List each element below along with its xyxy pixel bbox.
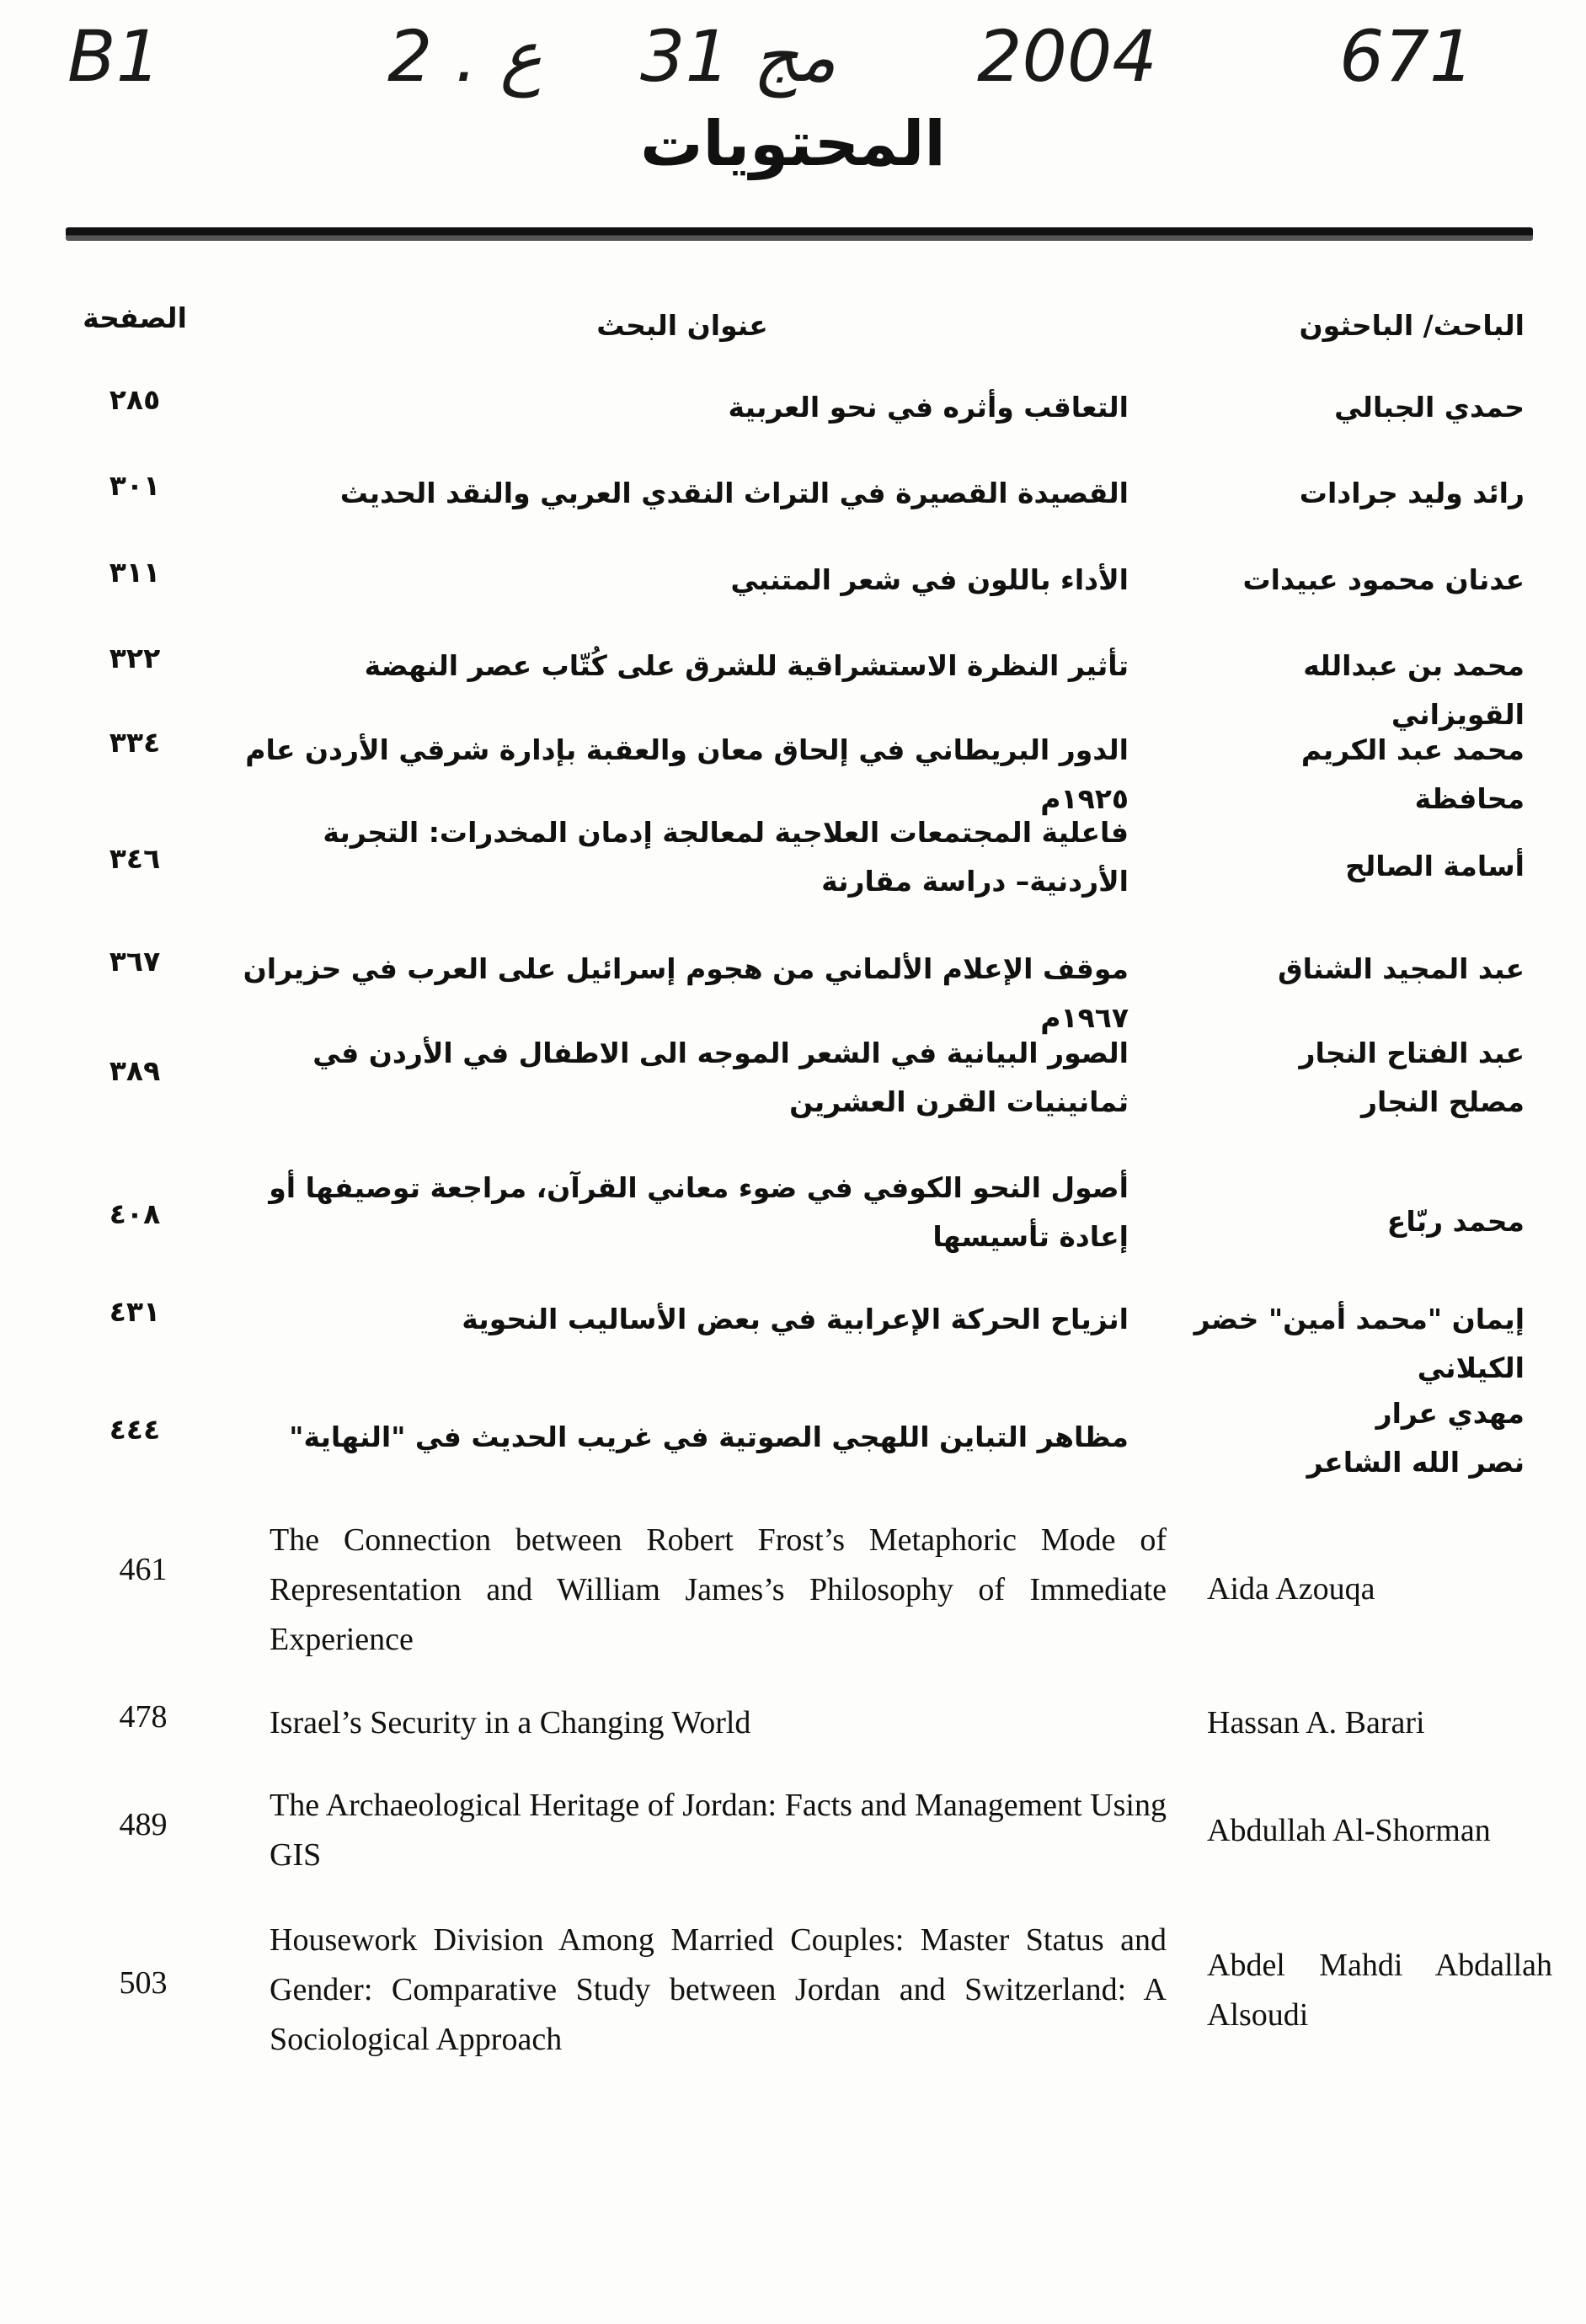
entry-author: محمد عبد الكريم محافظة xyxy=(1300,733,1525,815)
entry-author: أسامة الصالح xyxy=(1345,850,1525,882)
entry-title: Israel’s Security in a Changing World xyxy=(270,1705,751,1740)
entry-page: ٣٣٤ xyxy=(109,726,161,759)
entry-title: فاعلية المجتمعات العلاجية لمعالجة إدمان المخدرات: التجربة الأردنية– دراسة مقارنة xyxy=(323,816,1129,898)
entry-page: 478 xyxy=(119,1699,168,1735)
entry-author: Abdel Mahdi Abdallah Alsoudi xyxy=(1207,1948,1552,2033)
header-title: عنوان البحث xyxy=(596,309,768,342)
entry-author: Hassan A. Barari xyxy=(1207,1705,1425,1740)
header-rule xyxy=(66,227,1533,241)
entry-title: مظاهر التباين اللهجي الصوتية في غريب الحديث في "النهاية" xyxy=(289,1421,1129,1453)
entry-author: مهدي عرار نصر الله الشاعر xyxy=(1306,1397,1525,1479)
entry-title: الصور البيانية في الشعر الموجه الى الاطفال في الأردن في ثمانينيات القرن العشرين xyxy=(312,1037,1129,1118)
entry-page: ٣٦٧ xyxy=(109,945,161,978)
entry-author: Aida Azouqa xyxy=(1207,1571,1375,1607)
hand-code: B1 xyxy=(67,15,162,98)
entry-author: محمد بن عبدالله القويزاني xyxy=(1303,649,1525,731)
entry-title: تأثير النظرة الاستشراقية للشرق على كُتّاب عصر النهضة xyxy=(364,649,1129,682)
entry-title: موقف الإعلام الألماني من هجوم إسرائيل على العرب في حزيران ١٩٦٧م xyxy=(243,952,1129,1034)
entry-title: أصول النحو الكوفي في ضوء معاني القرآن، مراجعة توصيفها أو إعادة تأسيسها xyxy=(269,1171,1129,1253)
entry-page: ٣٠١ xyxy=(109,469,161,502)
entry-page: ٣١١ xyxy=(109,556,161,589)
entry-title: Housework Division Among Married Couples: Master Status and Gender: Comparative Study between Jordan and Switzerland: A Sociological Approach xyxy=(270,1922,1167,2057)
entry-title: الدور البريطاني في إلحاق معان والعقبة بإدارة شرقي الأردن عام ١٩٢٥م xyxy=(245,733,1129,815)
entry-page: ٣٤٦ xyxy=(109,842,161,875)
entry-page: ٣٢٢ xyxy=(109,642,161,674)
entry-page: ٣٨٩ xyxy=(109,1054,161,1087)
entry-author: حمدي الجبالي xyxy=(1334,391,1525,424)
entry-page: ٤٠٨ xyxy=(109,1197,161,1230)
header-author: الباحث/ الباحثون xyxy=(1299,309,1525,342)
hand-issue: 2 . ع xyxy=(387,15,542,98)
entry-author: رائد وليد جرادات xyxy=(1299,477,1525,509)
entry-author: إيمان "محمد أمين" خضر الكيلاني xyxy=(1194,1303,1525,1384)
entry-author: Abdullah Al-Shorman xyxy=(1207,1813,1491,1848)
entry-page: ٢٨٥ xyxy=(109,383,161,416)
entry-title: التعاقب وأثره في نحو العربية xyxy=(728,391,1129,424)
entry-author: عدنان محمود عبيدات xyxy=(1242,563,1525,596)
entry-author: محمد ربّاع xyxy=(1386,1205,1525,1238)
entry-title: الأداء باللون في شعر المتنبي xyxy=(730,563,1129,596)
entry-author: عبد الفتاح النجار مصلح النجار xyxy=(1299,1037,1525,1118)
page-title: المحتويات xyxy=(640,108,946,180)
entry-title: The Archaeological Heritage of Jordan: Facts and Management Using GIS xyxy=(270,1788,1167,1873)
entry-title: The Connection between Robert Frost’s Metaphoric Mode of Representation and William James’s Philosophy of Immediate Experience xyxy=(270,1522,1167,1657)
entry-page: ٤٣١ xyxy=(109,1295,161,1328)
hand-number: 671 xyxy=(1339,15,1475,98)
entry-page: 489 xyxy=(119,1807,168,1842)
entry-title: انزياح الحركة الإعرابية في بعض الأساليب النحوية xyxy=(462,1303,1129,1335)
entry-title: القصيدة القصيرة في التراث النقدي العربي والنقد الحديث xyxy=(339,477,1129,509)
entry-page: ٤٤٤ xyxy=(109,1413,161,1446)
entry-author: عبد المجيد الشناق xyxy=(1278,952,1525,985)
entry-page: 461 xyxy=(119,1552,168,1587)
entry-page: 503 xyxy=(119,1965,168,2001)
header-page: الصفحة xyxy=(83,301,187,334)
hand-year: 2004 xyxy=(977,15,1157,98)
hand-volume: 31 مج xyxy=(640,15,836,98)
